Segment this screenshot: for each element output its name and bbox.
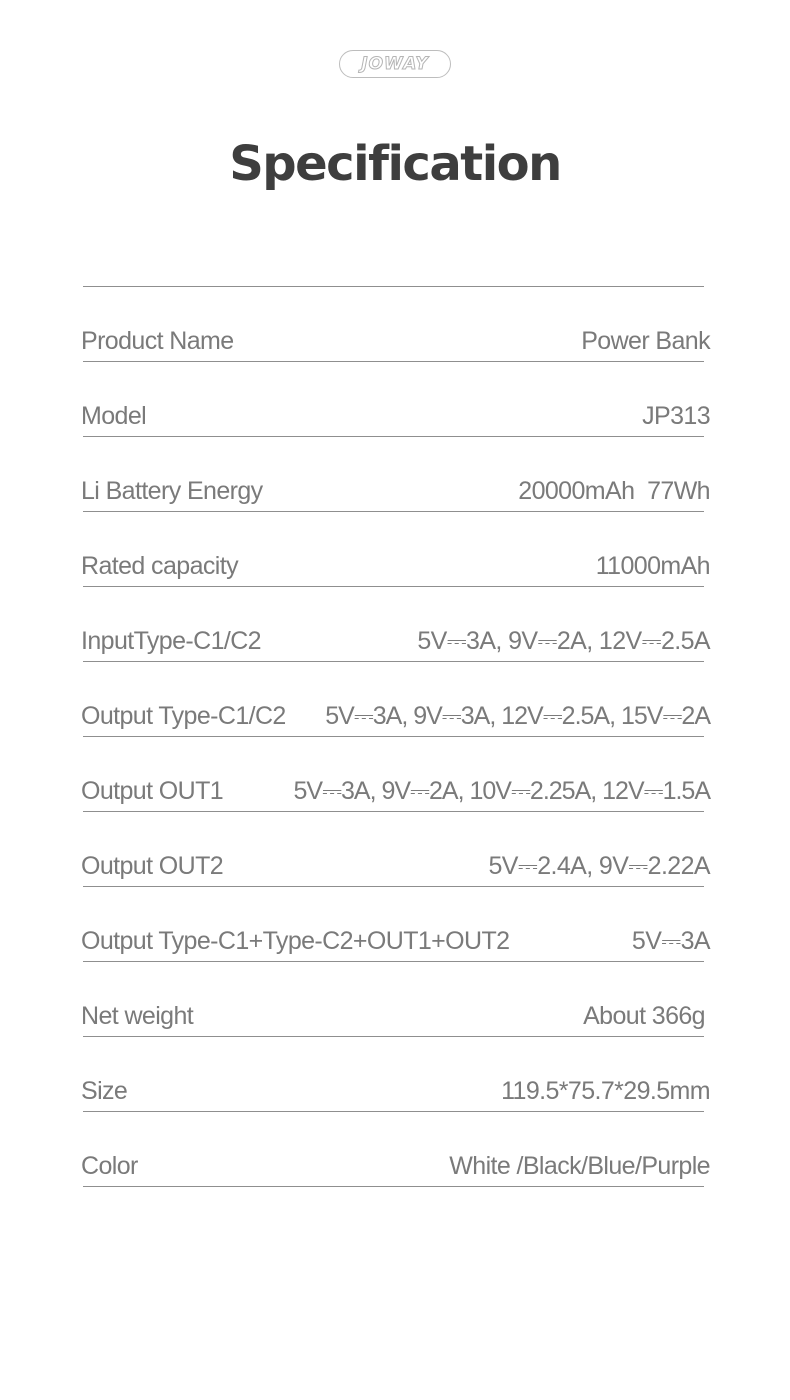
- spec-label: Size: [81, 1077, 128, 1105]
- brand-logo: [339, 50, 451, 78]
- spec-label: Color: [81, 1152, 138, 1180]
- spec-value: White /Black/Blue/Purple: [449, 1152, 710, 1180]
- spec-label: Product Name: [81, 327, 234, 355]
- spec-value: 20000mAh 77Wh: [518, 477, 710, 505]
- spec-label: Output OUT2: [81, 852, 224, 880]
- spec-label: Output Type-C1/C2: [81, 702, 286, 730]
- spec-row-output-type-c: [0, 662, 790, 737]
- spec-row-rated-capacity: [0, 512, 790, 587]
- spec-row-net-weight: [0, 962, 790, 1037]
- spec-value: Power Bank: [581, 327, 710, 355]
- spec-label: Output OUT1: [81, 777, 224, 805]
- spec-value: 5V⎓2.4A, 9V⎓2.22A: [488, 852, 710, 880]
- spec-label: Output Type-C1+Type-C2+OUT1+OUT2: [81, 927, 510, 955]
- spec-label: Model: [81, 402, 147, 430]
- spec-label: InputType-C1/C2: [81, 627, 261, 655]
- spec-row-output-out1: [0, 737, 790, 812]
- spec-row-input-type-c: [0, 587, 790, 662]
- spec-value: 5V⎓3A, 9V⎓2A, 10V⎓2.25A, 12V⎓1.5A: [293, 777, 710, 805]
- spec-row-output-out2: [0, 812, 790, 887]
- spec-row-battery-energy: [0, 437, 790, 512]
- row-divider: [83, 1186, 704, 1187]
- spec-value: 5V⎓3A, 9V⎓2A, 12V⎓2.5A: [417, 627, 710, 655]
- spec-table: [0, 287, 790, 1187]
- spec-value: 11000mAh: [595, 552, 710, 580]
- spec-value: 119.5*75.7*29.5mm: [501, 1077, 710, 1105]
- spec-row-model: [0, 362, 790, 437]
- spec-value: 5V⎓3A, 9V⎓3A, 12V⎓2.5A, 15V⎓2A: [325, 702, 710, 730]
- spec-row-output-combined: [0, 887, 790, 962]
- spec-row-size: [0, 1037, 790, 1112]
- spec-value: About 366g: [583, 1002, 705, 1030]
- spec-row-color: [0, 1112, 790, 1187]
- page-title: Specification: [229, 136, 561, 192]
- brand-logo-text: JOWAY: [361, 54, 429, 74]
- spec-label: Net weight: [81, 1002, 194, 1030]
- spec-row-product-name: [0, 287, 790, 362]
- spec-label: Li Battery Energy: [81, 477, 263, 505]
- spec-value: 5V⎓3A: [631, 927, 710, 955]
- spec-label: Rated capacity: [81, 552, 238, 580]
- spec-value: JP313: [642, 402, 710, 430]
